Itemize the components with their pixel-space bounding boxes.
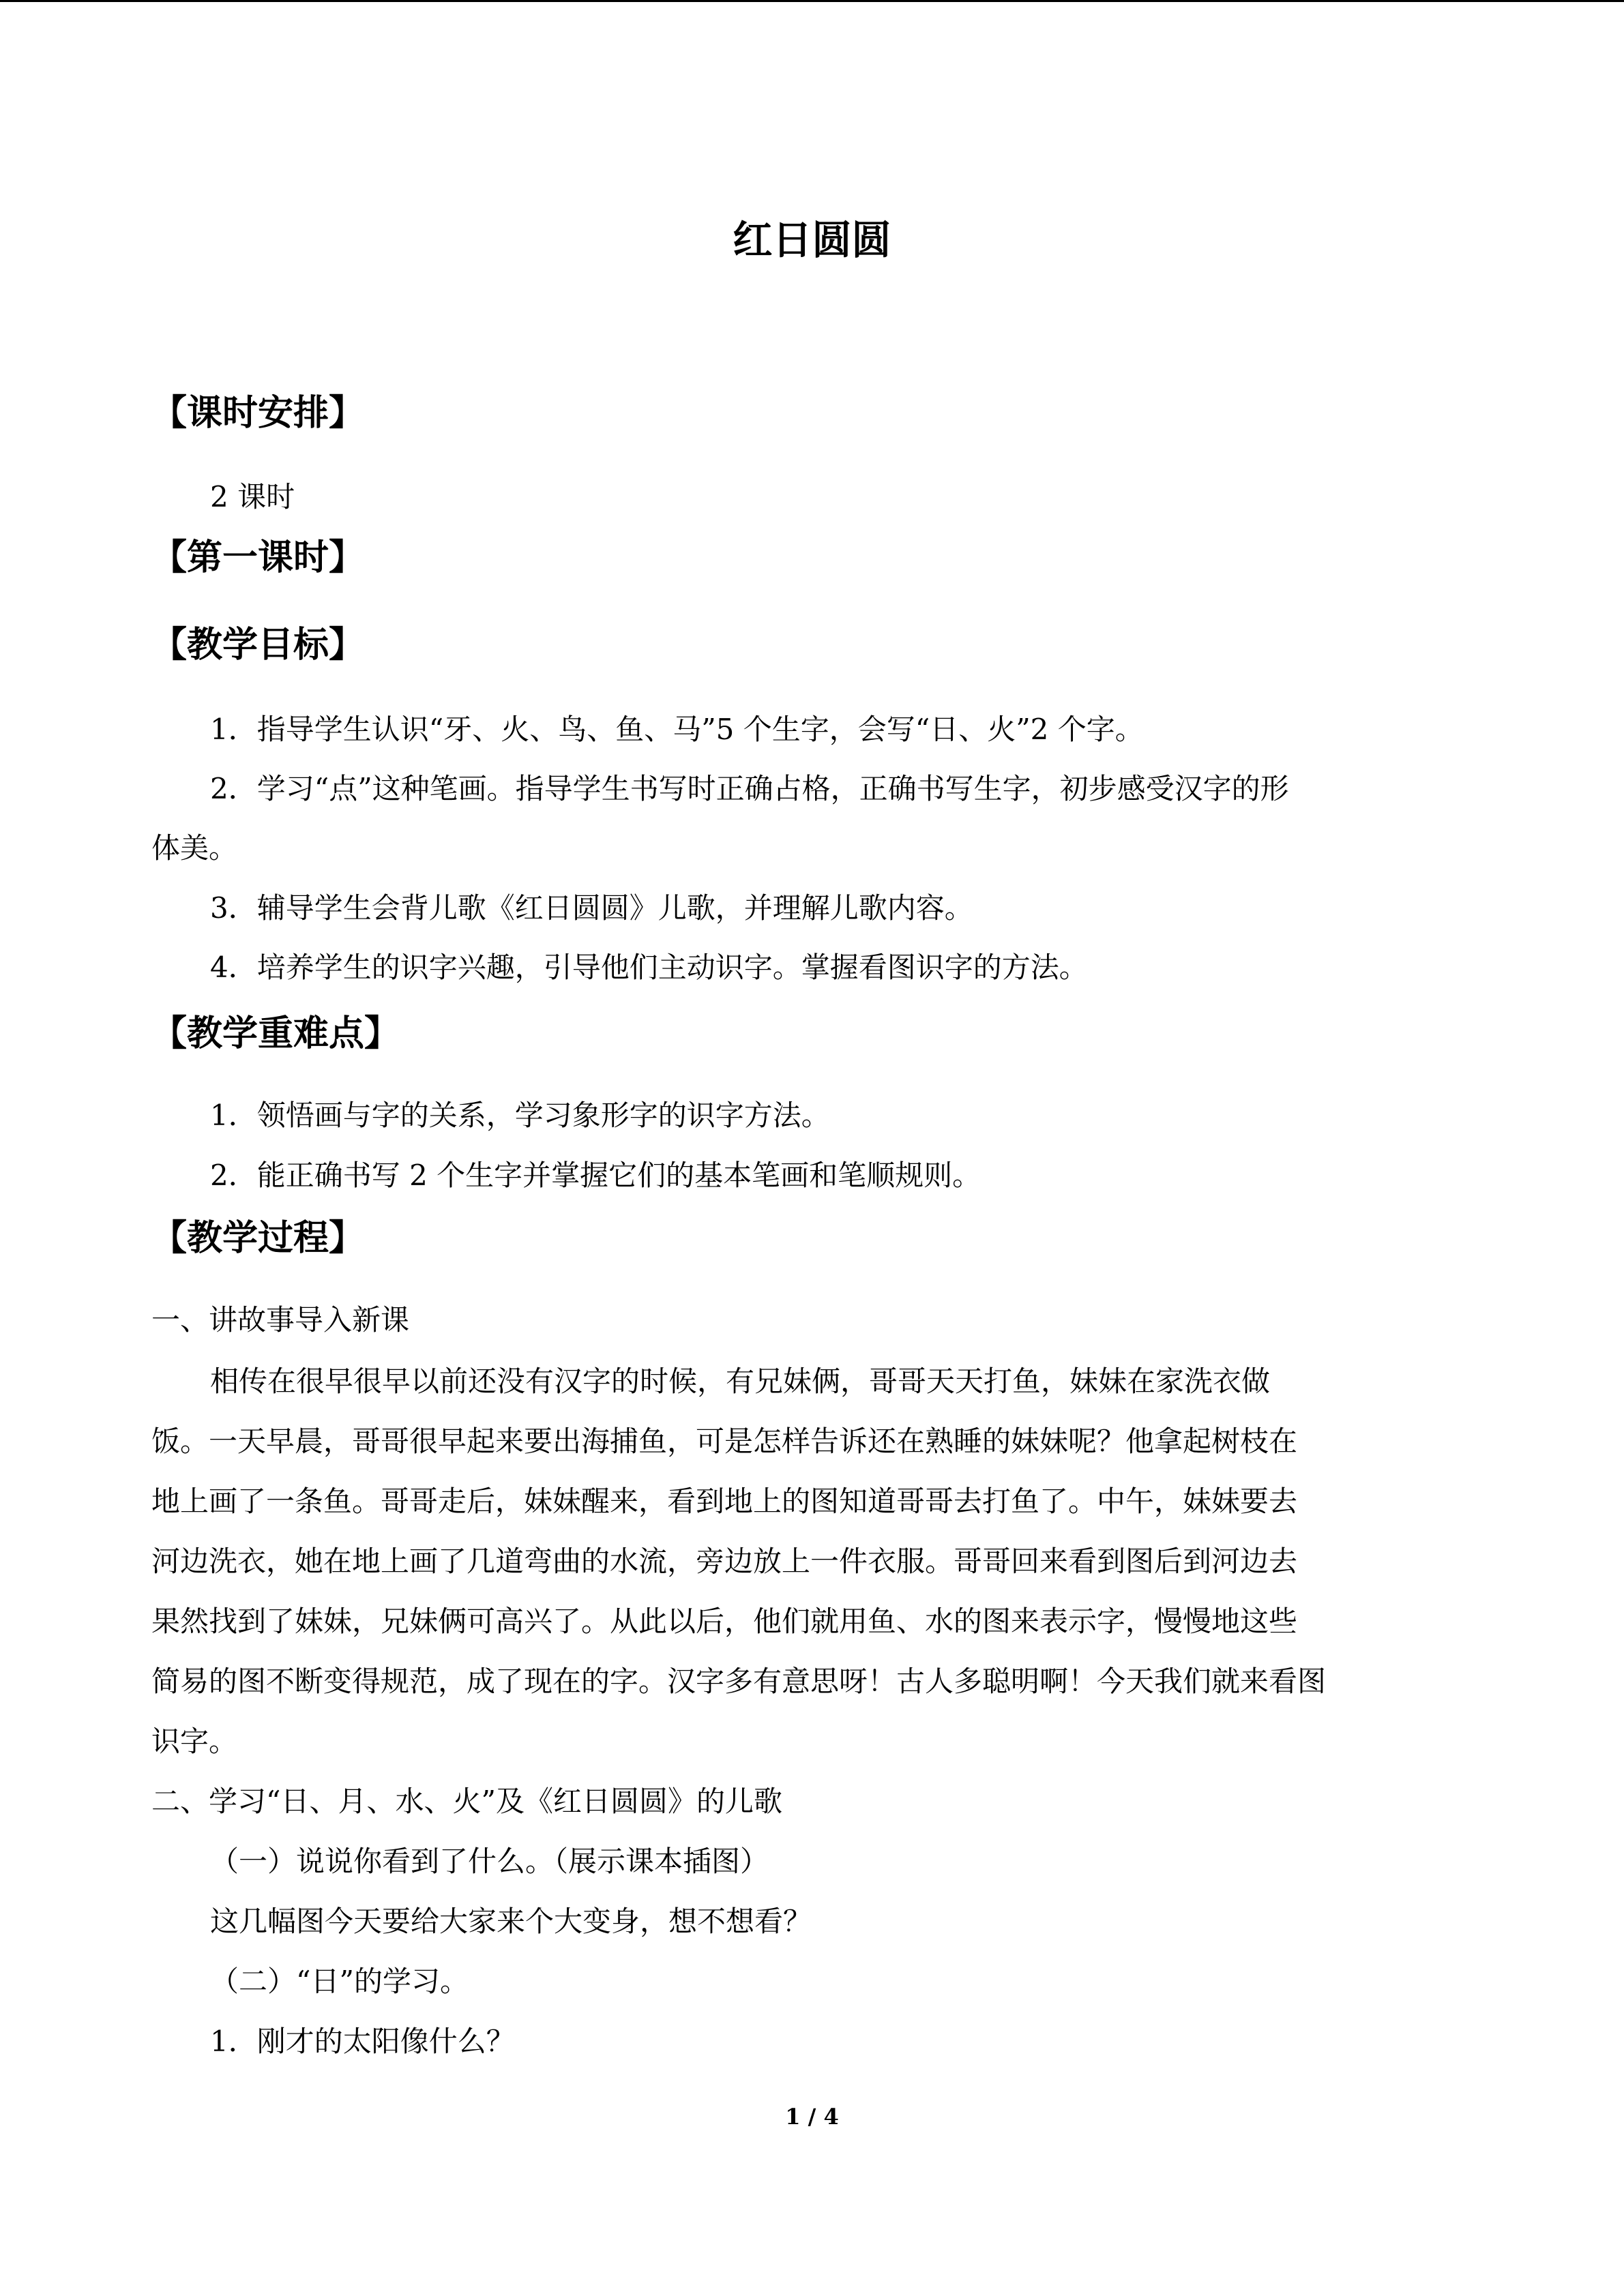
objective-item-continued: 体美。 xyxy=(151,831,238,865)
page-title: 红日圆圆 xyxy=(733,217,891,263)
heading-objectives: 【教学目标】 xyxy=(151,625,365,666)
objective-item: 1．指导学生认识“牙、火、鸟、鱼、马”5 个生字，会写“日、火”2 个字。 xyxy=(210,713,1144,746)
process-part1-title: 一、讲故事导入新课 xyxy=(151,1303,410,1337)
heading-process: 【教学过程】 xyxy=(151,1218,365,1259)
story-line: 地上画了一条鱼。哥哥走后，妹妹醒来，看到地上的图知道哥哥去打鱼了。中午，妹妹要去 xyxy=(151,1485,1298,1518)
process-part2-title: 二、学习“日、月、水、火”及《红日圆圆》的儿歌 xyxy=(151,1785,782,1818)
story-line: 果然找到了妹妹，兄妹俩可高兴了。从此以后，他们就用鱼、水的图来表示字，慢慢地这些 xyxy=(151,1605,1298,1638)
objective-item: 4．培养学生的识字兴趣，引导他们主动识字。掌握看图识字的方法。 xyxy=(210,951,1088,984)
key-point-item: 2．能正确书写 2 个生字并掌握它们的基本笔画和笔顺规则。 xyxy=(210,1159,981,1192)
schedule-text: 2 课时 xyxy=(210,480,295,513)
story-line: 相传在很早很早以前还没有汉字的时候，有兄妹俩，哥哥天天打鱼，妹妹在家洗衣做 xyxy=(210,1365,1271,1398)
story-line: 饭。一天早晨，哥哥很早起来要出海捕鱼，可是怎样告诉还在熟睡的妹妹呢？他拿起树枝在 xyxy=(151,1425,1298,1458)
process-sub2-title: （二）“日”的学习。 xyxy=(210,1965,469,1998)
heading-key-points: 【教学重难点】 xyxy=(151,1013,400,1054)
objective-item: 2．学习“点”这种笔画。指导学生书写时正确占格，正确书写生字，初步感受汉字的形 xyxy=(210,772,1289,805)
objective-item: 3．辅导学生会背儿歌《红日圆圆》儿歌，并理解儿歌内容。 xyxy=(210,891,973,925)
story-line: 简易的图不断变得规范，成了现在的字。汉字多有意思呀！古人多聪明啊！今天我们就来看图 xyxy=(151,1665,1327,1698)
heading-first-lesson: 【第一课时】 xyxy=(151,537,365,578)
heading-schedule: 【课时安排】 xyxy=(151,393,365,434)
story-line: 河边洗衣，她在地上画了几道弯曲的水流，旁边放上一件衣服。哥哥回来看到图后到河边去 xyxy=(151,1545,1298,1578)
process-sub1-text: 这几幅图今天要给大家来个大变身，想不想看？ xyxy=(210,1905,812,1938)
story-line: 识字。 xyxy=(151,1725,238,1758)
page-number: 1 / 4 xyxy=(785,2104,839,2130)
process-sub1-title: （一）说说你看到了什么。（展示课本插图） xyxy=(210,1845,769,1878)
key-point-item: 1．领悟画与字的关系，学习象形字的识字方法。 xyxy=(210,1099,830,1132)
process-sub2-question: 1．刚才的太阳像什么？ xyxy=(210,2025,515,2058)
